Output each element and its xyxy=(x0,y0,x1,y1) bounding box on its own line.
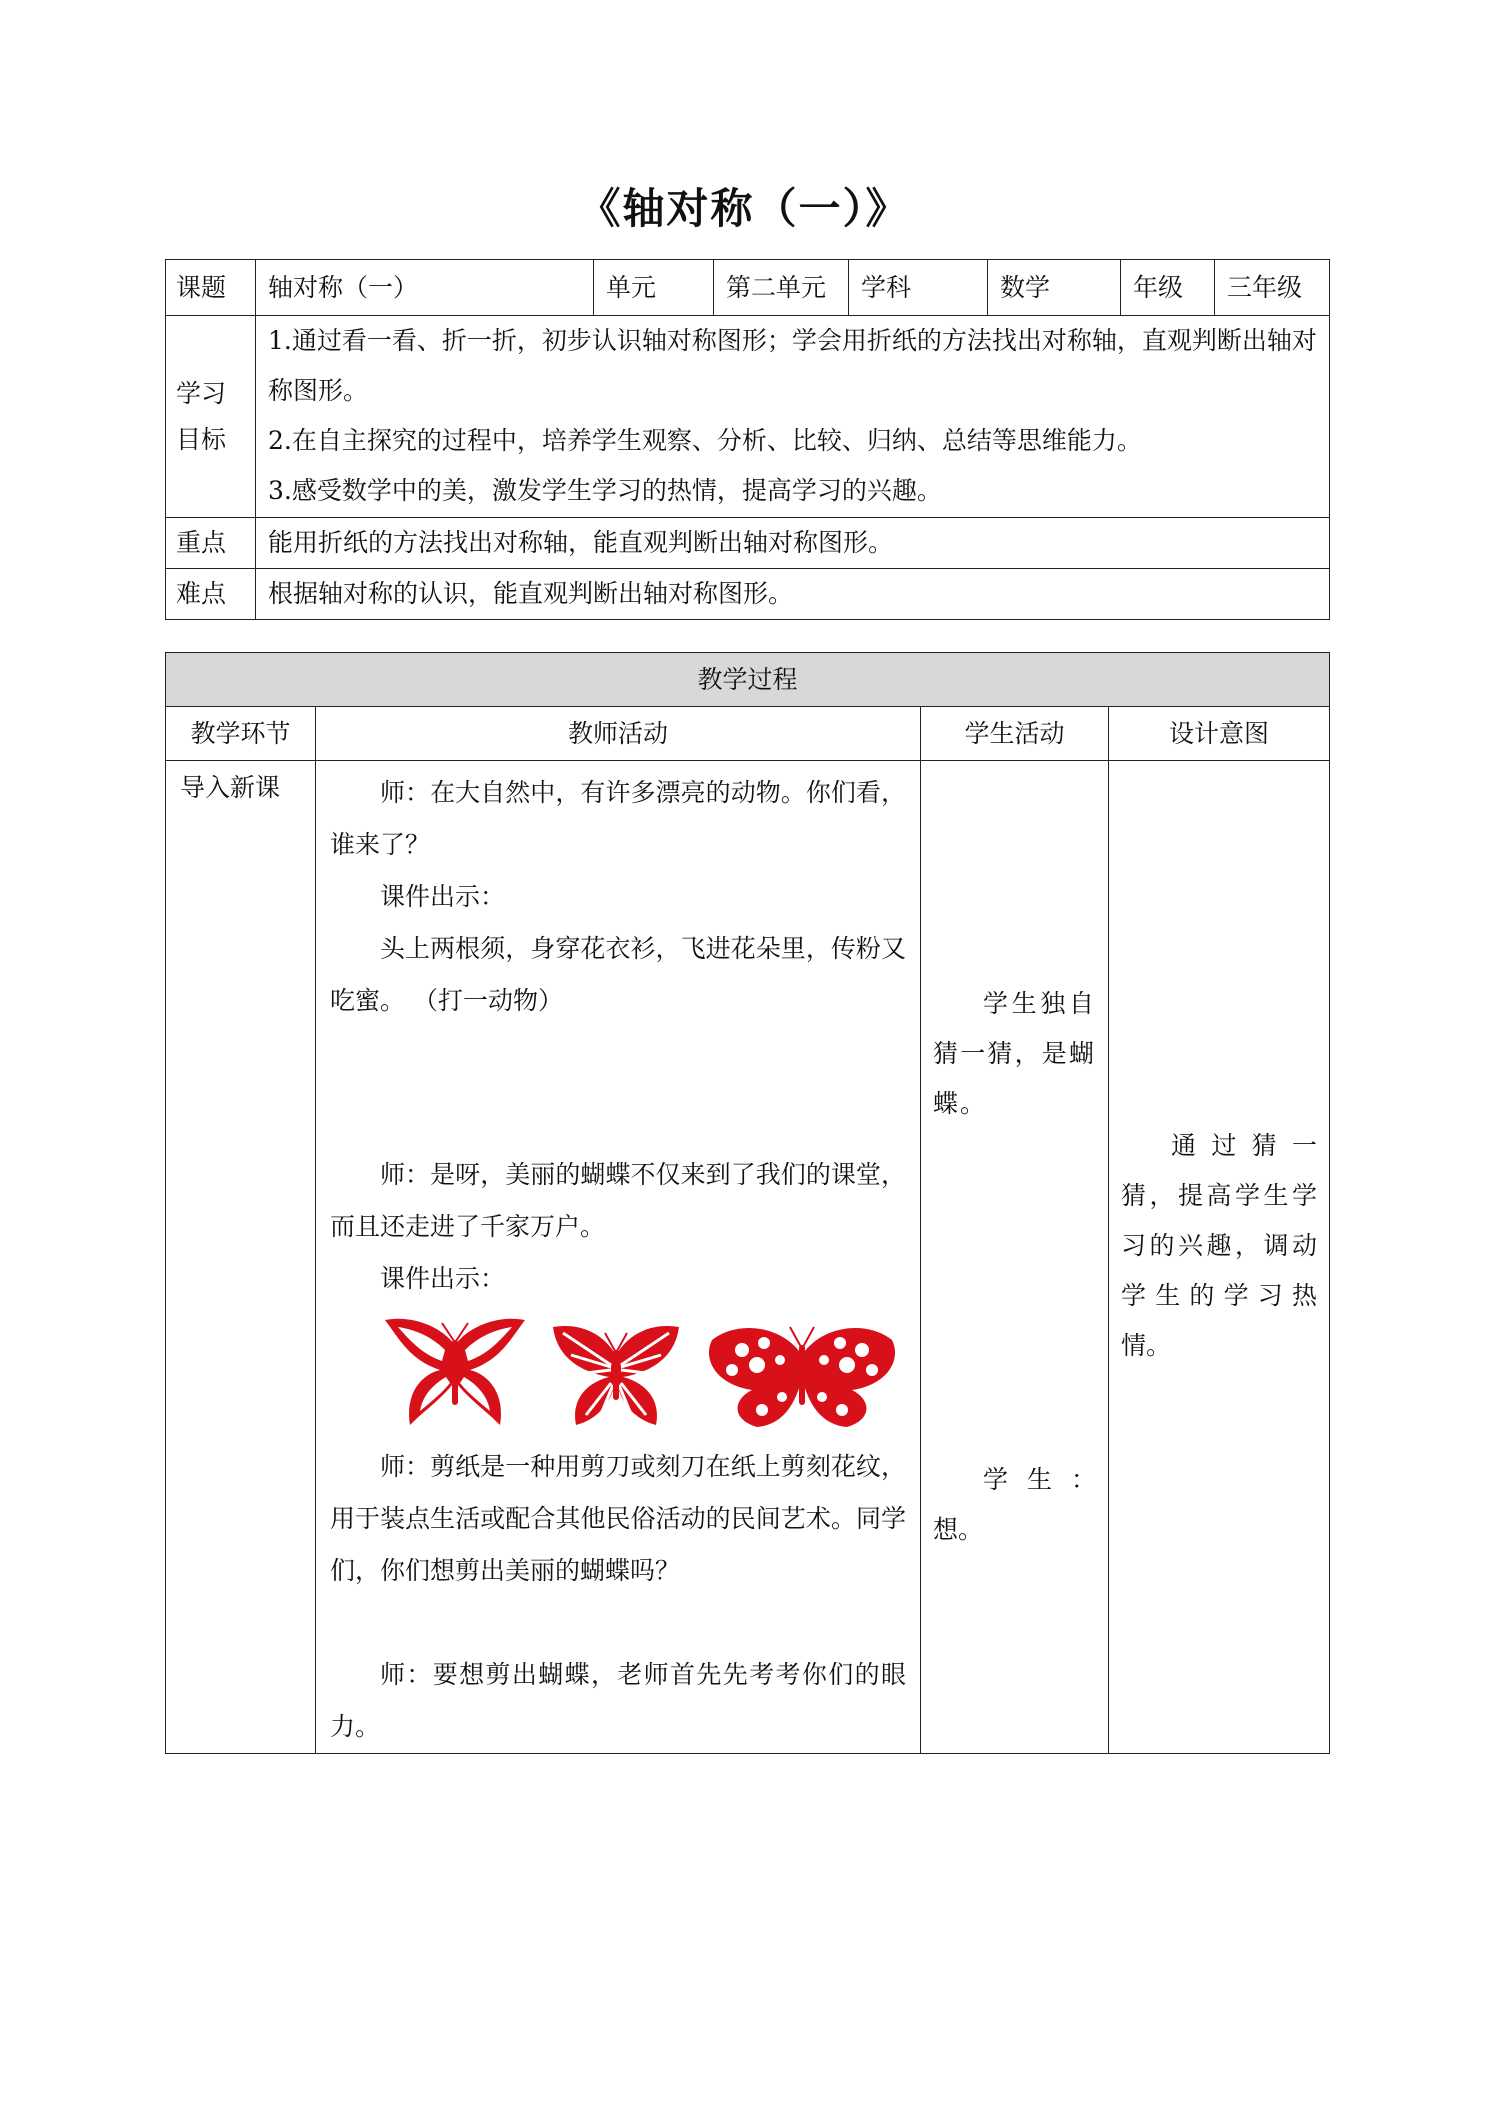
key-value: 能用折纸的方法找出对称轴，能直观判断出轴对称图形。 xyxy=(256,518,1330,569)
student-activity-cell xyxy=(921,761,1109,1754)
subject-value: 数学 xyxy=(988,260,1121,316)
difficulty-value: 根据轴对称的认识，能直观判断出轴对称图形。 xyxy=(256,569,1330,620)
teacher-para-5: 课件出示： xyxy=(380,1264,506,1293)
page-title: 《轴对称（一）》 xyxy=(578,184,910,233)
butterfly-images xyxy=(330,1305,906,1441)
student-text-2: 学生：想。 xyxy=(933,1465,1096,1544)
teacher-para-7: 师：要想剪出蝴蝶，老师首先先考考你们的眼力。 xyxy=(330,1660,906,1741)
process-header: 教学过程 xyxy=(166,653,1330,707)
info-row-difficulty xyxy=(166,569,1330,620)
goals-label-line2: 目标 xyxy=(176,424,227,454)
goals-label xyxy=(166,316,256,518)
grade-label: 年级 xyxy=(1121,260,1215,316)
unit-label: 单元 xyxy=(594,260,714,316)
teaching-process-table xyxy=(165,652,1330,1754)
stage-cell: 导入新课 xyxy=(166,761,316,1754)
teacher-para-6: 师：剪纸是一种用剪刀或刻刀在纸上剪刻花纹，用于装点生活或配合其他民俗活动的民间艺术。同学们，你们想剪出美丽的蝴蝶吗？ xyxy=(330,1452,906,1585)
goals-label-line1: 学习 xyxy=(176,378,227,408)
student-spacer-1 xyxy=(933,761,1096,979)
process-header-row xyxy=(166,653,1330,707)
column-student: 学生活动 xyxy=(921,707,1109,761)
info-row-key xyxy=(166,518,1330,569)
process-row-intro xyxy=(166,761,1330,1754)
key-label: 重点 xyxy=(166,518,256,569)
goal-item-3: 3.感受数学中的美，激发学生学习的热情，提高学习的兴趣。 xyxy=(268,476,942,505)
unit-value: 第二单元 xyxy=(714,260,849,316)
subject-label: 学科 xyxy=(849,260,988,316)
teacher-para-1: 师：在大自然中，有许多漂亮的动物。你们看，谁来了？ xyxy=(330,778,906,859)
column-teacher: 教师活动 xyxy=(316,707,921,761)
teacher-para-4: 师：是呀，美丽的蝴蝶不仅来到了我们的课堂，而且还走进了千家万户。 xyxy=(330,1160,906,1241)
grade-value: 三年级 xyxy=(1215,260,1330,316)
lesson-info-table xyxy=(165,259,1330,620)
info-row-topic xyxy=(166,260,1330,316)
difficulty-label: 难点 xyxy=(166,569,256,620)
papercut-butterfly-3-icon xyxy=(702,1315,902,1435)
teacher-para-3: 头上两根须，身穿花衣衫，飞进花朵里，传粉又吃蜜。 （打一动物） xyxy=(330,934,906,1015)
intent-text: 通过猜一猜，提高学生学习的兴趣，调动学生的学习热情。 xyxy=(1121,1131,1318,1360)
blank-space-2 xyxy=(330,1597,906,1649)
goal-item-2: 2.在自主探究的过程中，培养学生观察、分析、比较、归纳、总结等思维能力。 xyxy=(268,426,1142,455)
goals-content xyxy=(256,316,1330,518)
student-text-1: 学生独自猜一猜，是蝴蝶。 xyxy=(933,989,1096,1118)
teacher-para-2: 课件出示： xyxy=(380,882,506,911)
column-intent: 设计意图 xyxy=(1109,707,1330,761)
papercut-butterfly-2-icon xyxy=(541,1315,691,1435)
topic-value: 轴对称（一） xyxy=(256,260,594,316)
goal-item-1: 1.通过看一看、折一折，初步认识轴对称图形；学会用折纸的方法找出对称轴，直观判断出轴对称图形。 xyxy=(268,326,1317,405)
papercut-butterfly-1-icon xyxy=(380,1315,530,1435)
blank-space-1 xyxy=(330,1027,906,1149)
process-columns-row xyxy=(166,707,1330,761)
student-spacer-2 xyxy=(933,1129,1096,1455)
topic-label: 课题 xyxy=(166,260,256,316)
intent-cell xyxy=(1109,761,1330,1754)
column-stage: 教学环节 xyxy=(166,707,316,761)
teacher-activity-cell xyxy=(316,761,921,1754)
intent-spacer xyxy=(1121,761,1317,1121)
info-row-goals xyxy=(166,316,1330,518)
